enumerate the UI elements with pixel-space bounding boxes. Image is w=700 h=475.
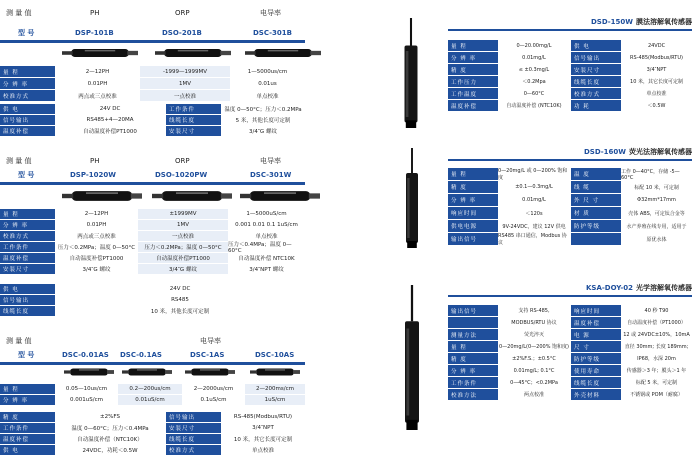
p3-val1: 0—45°C；<0.2MPa (510, 380, 558, 386)
p3-val1: MODBUS/RTU 协议 (511, 320, 557, 326)
s3-cell: 0.001uS/cm (70, 397, 103, 403)
s3-cell: 0.01uS/cm (118, 395, 182, 405)
s2-cell: 压力＜0.2MPa；温度 0—50°C (57, 245, 136, 251)
probe-icon (62, 44, 138, 62)
s3-row2-label1: 精 度 (0, 412, 55, 422)
p1-label1: 工作温度 (448, 88, 498, 99)
p1-label2: 校准方式 (571, 88, 621, 99)
s1-row2-label2: 安装尺寸 (166, 126, 221, 136)
p3-label1: 工作条件 (448, 377, 498, 388)
s1-row-label: 量 程 (0, 66, 55, 77)
p2-label1: 量 程 (448, 168, 498, 180)
p2-label2 (571, 233, 621, 245)
s2-cell: 0.001 0.01 0.1 1uS/cm (235, 222, 298, 228)
s3-cell: 0.1uS/cm (200, 397, 227, 403)
p3-label2: 防护等级 (571, 353, 621, 364)
p1-label1: 工作压力 (448, 76, 498, 87)
s2-cell: 压力＜0.4MPa；温度 0—60°C (228, 242, 292, 254)
p1-val1: 0—60°C (523, 90, 545, 97)
p1-val1: ＜0.2Mpa (522, 79, 546, 85)
s3-measure-label: 测 量 值 (6, 337, 32, 345)
p3-label2: 电 源 (571, 329, 621, 340)
p3-val1: 0.01mg/L; 0.1°C (513, 367, 555, 374)
p3-val2: 标配 5 米，可定制 (635, 380, 678, 386)
p3-val2: 40 秒 T90 (644, 308, 669, 314)
p2-label1: 响应时间 (448, 207, 498, 219)
s2-head-2: 电导率 (260, 157, 281, 165)
s2-cell: 1—5000uS/cm (246, 211, 287, 217)
p2-label1: 分 辨 率 (448, 194, 498, 206)
p3-label2: 响应时间 (571, 305, 621, 316)
s1-head-2: 电导率 (260, 9, 281, 17)
p3-label1: 测量方法 (448, 329, 498, 340)
p3-title-text: 光学溶解氧传感器 (636, 284, 692, 292)
s3-row-label: 分 辨 率 (0, 395, 55, 405)
s1-model-label: 型 号 (18, 29, 35, 37)
s2-row-label: 量 程 (0, 209, 55, 219)
p1-label1: 分 辨 率 (448, 52, 498, 63)
p3-val1: 两点校准 (523, 392, 544, 398)
p1-rule (448, 29, 692, 31)
p1-val1: 0—20.00mg/L (516, 42, 552, 49)
s2-row-label: 温度补偿 (0, 253, 55, 263)
p2-val1: ＜120s (525, 210, 543, 217)
p3-val1: 支持 RS-485, (518, 308, 550, 314)
p3-val2: 12 或 24VDC±10%，10mA (623, 332, 690, 338)
s2-head-1: ORP (175, 157, 190, 165)
s1-row2-val1: 24V DC (99, 106, 121, 112)
p3-val2: IP68，水深 20m (637, 356, 676, 362)
p2-val1: 0.01mg/L (522, 197, 546, 203)
s2-measure-label: 测 量 值 (6, 157, 32, 165)
s1-cell: 2—12PH (85, 68, 110, 75)
probe-icon (240, 185, 320, 207)
p1-val2: 3/4″NPT (646, 66, 667, 73)
probe-icon (250, 364, 300, 380)
s1-model-2: DSC-301B (253, 29, 293, 37)
p3-val2: 直径 30mm; 长度 189mm; (624, 344, 689, 350)
s3-row-label: 量 程 (0, 384, 55, 394)
p3-label1: 分 辨 率 (448, 365, 498, 376)
sensor-icon (400, 148, 424, 248)
s2-cell: 两点或三点校准 (77, 234, 116, 240)
p3-label1: 校准方法 (448, 389, 498, 400)
s1-cell: -1999—1999MV (140, 66, 230, 77)
p1-model: DSD-150W (590, 18, 633, 26)
p2-val2: 壳体 ABS，可定钛合金等 (628, 210, 685, 217)
s2-cell: 自动温度补偿 NTC10K (238, 256, 295, 262)
p1-label2: 功 耗 (571, 100, 621, 111)
p1-label2: 供 电 (571, 40, 621, 51)
s3-model-1: DSC-0.1AS (120, 351, 162, 359)
s2-row2-label: 供 电 (0, 284, 55, 294)
p2-label1: 精 度 (448, 181, 498, 193)
s2-cell: ±1999MV (138, 209, 228, 219)
s3-cell: 2—200ms/cm (245, 384, 305, 394)
s3-cell: 0.2—200us/cm (118, 384, 182, 394)
s2-cell: 3/4″G 螺纹 (82, 267, 111, 273)
p2-label2: 温 度 (571, 168, 621, 180)
p2-label1: 输出信号 (448, 233, 498, 245)
s2-row2-val: 10 米，其他长度可定制 (150, 309, 210, 315)
p2-val1: 0—20mg/L 或 0—200% 饱和度 (498, 168, 568, 181)
p2-val2: 原优水体 (646, 236, 667, 243)
s1-row2-val2: 温度 0—50°C；压力＜0.2MPa (224, 107, 302, 113)
s2-cell: 3/4″NPT 螺纹 (249, 267, 284, 273)
p2-model: DSD-160W (583, 148, 626, 156)
s1-cell: 0.01PH (87, 80, 108, 87)
p3-label2: 线缆长度 (571, 377, 621, 388)
p2-val2: 标配 10 米，可定制 (634, 184, 679, 191)
s3-model-0: DSC-0.01AS (62, 351, 109, 359)
p1-label1: 温度补偿 (448, 100, 498, 111)
p2-label1: 供电电源 (448, 220, 498, 232)
probe-icon (155, 44, 231, 62)
s2-cell: 压力＜0.2MPa；温度 0—50°C (138, 242, 228, 252)
p2-val1: RS485 串口通信，Modbus 协议 (498, 233, 567, 246)
s3-row2-label1: 供 电 (0, 445, 55, 455)
probe-icon (62, 185, 142, 207)
s2-head-0: PH (90, 157, 100, 165)
p1-val2: 24VDC (647, 42, 666, 49)
p3-label1 (448, 317, 498, 328)
s3-row2-label2: 安装尺寸 (166, 423, 221, 433)
s2-model-label: 型 号 (18, 171, 35, 179)
p3-val2: 不锈钢或 POM（耐腐） (630, 392, 683, 398)
probe-icon (152, 185, 232, 207)
p2-title-text: 荧光法溶解氧传感器 (629, 148, 692, 156)
s3-row2-val2: 10 米，其它长度可定制 (233, 437, 293, 443)
p1-label2: 线缆长度 (571, 76, 621, 87)
s1-cell: 0.01us (258, 80, 277, 87)
p2-label2: 防护等级 (571, 220, 621, 232)
p1-label1: 量 程 (448, 40, 498, 51)
s3-head-1: 电导率 (200, 337, 221, 345)
p1-val2: 单点校准 (646, 91, 667, 97)
p2-val2: Φ32mm*17mm (637, 197, 676, 203)
s1-row2-label1: 信号输出 (0, 115, 55, 125)
p1-label2: 信号输出 (571, 52, 621, 63)
p1-title-text: 膜法溶解氧传感器 (636, 18, 692, 26)
p1-val1: 0.01mg/L (522, 54, 546, 61)
p2-label2: 线 缆 (571, 181, 621, 193)
s2-row2-label: 线缆长度 (0, 306, 55, 316)
s2-cell: 一点校准 (138, 231, 228, 241)
p3-val1: 荧光淬灭 (523, 332, 544, 338)
s2-cell: 单点校准 (255, 234, 278, 240)
s2-row-label: 校准方式 (0, 231, 55, 241)
sensor-icon (398, 285, 426, 430)
p3-label1: 输出信号 (448, 305, 498, 316)
p3-val1: 0—20mg/L(0—200% 饱和度) (498, 344, 570, 350)
s3-model-label: 型 号 (18, 351, 35, 359)
s3-row2-label2: 校准方式 (166, 445, 221, 455)
s1-row2-val2: 3/4″G 螺纹 (249, 129, 277, 135)
p3-model: KSA-DOY-02 (586, 284, 633, 292)
p3-label2: 尺 寸 (571, 341, 621, 352)
probe-icon (64, 364, 114, 380)
s2-row2-label: 信号输出 (0, 295, 55, 305)
s2-cell: 2—12PH (84, 211, 109, 217)
p2-title (584, 149, 692, 156)
s3-row2-val2: 3/4″NPT (252, 425, 274, 431)
p3-label2: 外壳材料 (571, 389, 621, 400)
probe-icon (122, 364, 172, 380)
s3-row2-val1: 温度 0—60°C；压力＜0.4MPa (71, 426, 149, 432)
s3-row2-val2: RS-485(Modbus/RTU) (233, 414, 293, 420)
p2-val2: 工作 0—40°C，存储 -5—60°C (621, 168, 680, 181)
p1-label1: 精 度 (448, 64, 498, 75)
p2-label2: 材 质 (571, 207, 621, 219)
s2-row-label: 分 辨 率 (0, 220, 55, 230)
p3-label1: 量 程 (448, 341, 498, 352)
s1-model-1: DSO-201B (162, 29, 202, 37)
s1-row2-val2: 5 米，其他长度可定制 (235, 118, 291, 124)
p3-label2: 使用寿命 (571, 365, 621, 376)
p2-val1: ±0.1—0.3mg/L (515, 184, 553, 190)
s1-row2-val1: RS485+4—20MA (86, 117, 134, 123)
s2-model-1: DSO-1020PW (155, 171, 208, 179)
p2-rule (448, 159, 692, 161)
s3-row2-label2: 信号输出 (166, 412, 221, 422)
p1-val2: 10 米，其它长度可定制 (630, 79, 683, 85)
p1-val2: ＜0.5W (647, 103, 666, 109)
s1-head-1: ORP (175, 9, 190, 17)
s3-cell: 0.05—10us/cm (65, 386, 108, 392)
p3-label2: 温度补偿 (571, 317, 621, 328)
s1-row-label: 分 辨 率 (0, 78, 55, 89)
p2-val1: 9V-24VDC，建议 12V 供电 (502, 223, 566, 230)
s1-cell: 单点校准 (256, 93, 279, 100)
probe-icon (185, 364, 235, 380)
s3-row2-val1: 24VDC，功耗＜0.5W (82, 448, 138, 454)
s3-model-2: DSC-1AS (190, 351, 225, 359)
s2-cell: 自动温度补偿PT1000 (138, 253, 228, 263)
s3-model-3: DSC-10AS (255, 351, 295, 359)
s1-row-label: 校准方式 (0, 90, 55, 101)
s2-cell: 0.01PH (86, 222, 107, 228)
sensor-icon (398, 18, 424, 128)
s3-cell: 1uS/cm (245, 395, 305, 405)
p3-rule (448, 295, 692, 297)
p3-val1: ±2%F.S.；±0.5°C (512, 356, 556, 362)
s3-cell: 2—2000us/cm (193, 386, 234, 392)
s3-row2-label1: 工作条件 (0, 423, 55, 433)
s2-cell: 3/4″G 螺纹 (138, 264, 228, 274)
p1-val1: 自动温度补偿 (NTC10K) (506, 103, 562, 109)
s1-cell: 两点或三点校准 (78, 93, 117, 100)
p1-title (591, 19, 692, 26)
s3-row2-label1: 温度补偿 (0, 434, 55, 444)
s3-row2-val1: ±2%FS (100, 414, 120, 420)
s3-row2-label2: 线缆长度 (166, 434, 221, 444)
s1-measure-label: 测 量 值 (6, 9, 32, 17)
s3-row2-val1: 自动温度补偿（NTC10K） (77, 437, 143, 443)
s1-cell: 1—5000us/cm (247, 68, 288, 75)
s2-model-2: DSC-301W (250, 171, 292, 179)
s1-row2-label2: 线缆长度 (166, 115, 221, 125)
p3-val2: 传感器＞3 年；膜头＞1 年 (626, 368, 687, 374)
s3-row2-val2: 单点校准 (251, 448, 274, 454)
s1-row2-label1: 供 电 (0, 104, 55, 114)
p3-val2: 自动温度补偿（PT1000） (627, 320, 686, 326)
p1-label2: 安装尺寸 (571, 64, 621, 75)
s1-row2-val1: 自动温度补偿PT1000 (83, 129, 137, 135)
s1-rule (0, 40, 305, 43)
p3-title (586, 285, 692, 292)
s2-row-label: 工作条件 (0, 242, 55, 252)
s1-model-0: DSP-101B (75, 29, 114, 37)
s1-row2-label1: 温度补偿 (0, 126, 55, 136)
s2-row-label: 安装尺寸 (0, 264, 55, 274)
s1-head-0: PH (90, 9, 100, 17)
p2-label2: 外 尺 寸 (571, 194, 621, 206)
s2-model-0: DSP-1020W (70, 171, 116, 179)
s1-cell: 一点校准 (140, 90, 230, 101)
p1-val2: RS-485(Modbus/RTU) (630, 54, 683, 61)
s2-row2-val: RS485 (171, 297, 189, 303)
s2-cell: 1MV (138, 220, 228, 230)
probe-icon (245, 44, 321, 62)
s1-row2-label2: 工作条件 (166, 104, 221, 114)
p1-val1: ≤ ±0.3mg/L (518, 66, 550, 73)
s1-cell: 1MV (140, 78, 230, 89)
s2-row2-val: 24V DC (169, 286, 191, 292)
p3-label1: 精 度 (448, 353, 498, 364)
p2-val2: 水产养殖在线专用，适用于 (626, 223, 687, 230)
s2-cell: 自动温度补偿PT1000 (69, 256, 124, 262)
